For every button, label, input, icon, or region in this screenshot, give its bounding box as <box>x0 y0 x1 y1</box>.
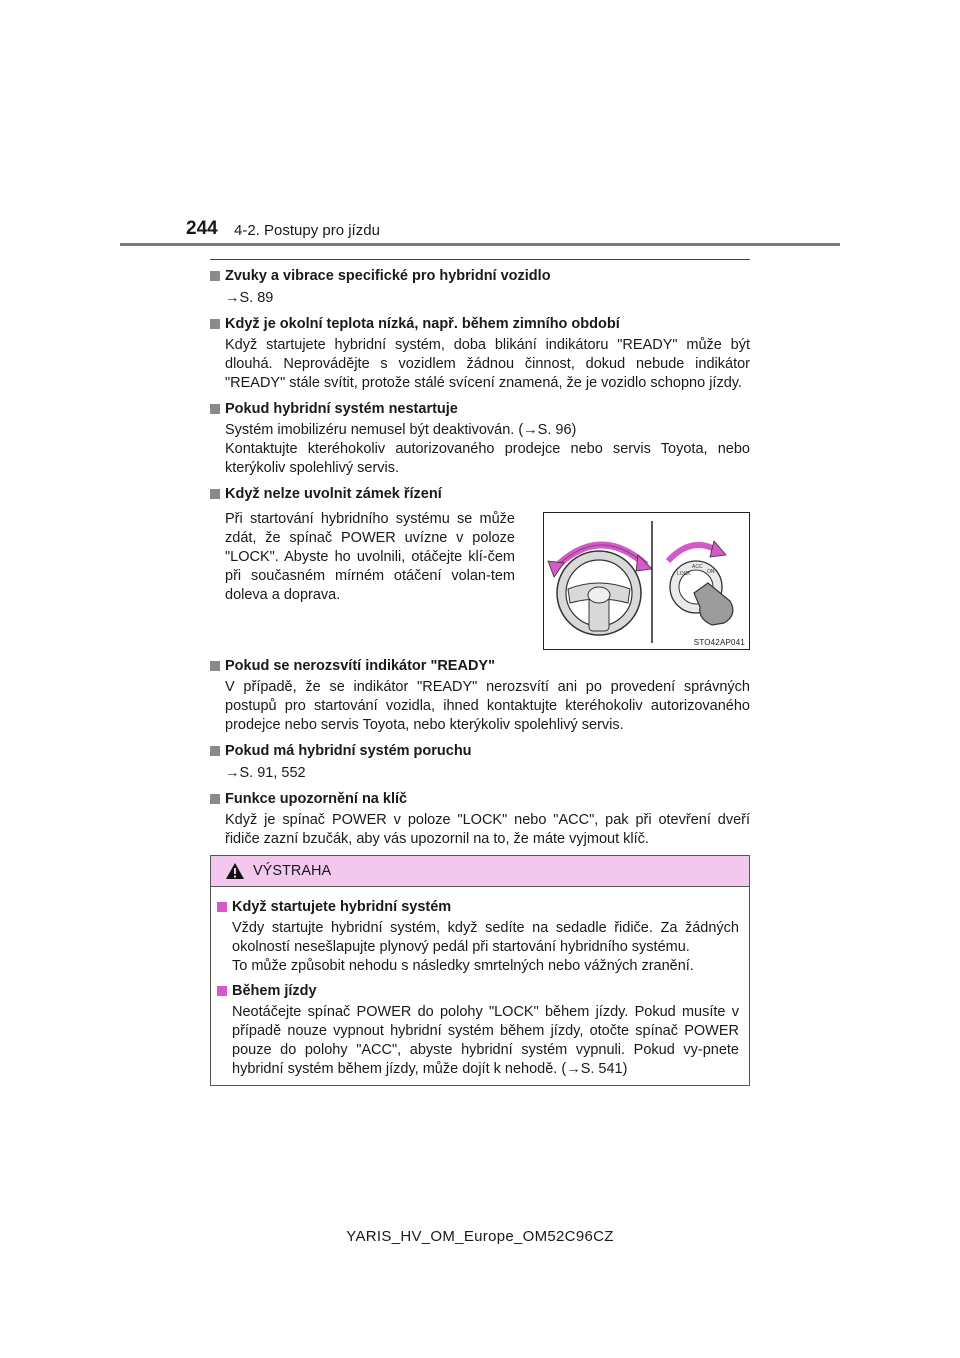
item-heading: Pokud se nerozsvítí indikátor "READY" <box>210 656 750 676</box>
item-body: Když je spínač POWER v poloze "LOCK" nebo "ACC", pak při otevření dveří řidiče zazní bzučák, aby vás upozornil na to, že máte vyjmout klíč. <box>225 812 750 847</box>
item-body: Při startování hybridního systému se může zdát, že spínač POWER uvízne v poloze "LOCK". Abyste ho uvolnili, otáčejte klí-čem při současném mírném otáčení volan-tem doleva a doprava. <box>225 511 515 603</box>
item-body <box>210 421 750 478</box>
warning-item-body: Neotáčejte spínač POWER do polohy "LOCK" během jízdy. Pokud musíte v případě nouze vypnout hybridní systém během jízdy, otočte spínač POWER pouze do polohy "ACC", abyste hybridní systém vypnuli. Pokud vy-pnete hybridní systém během jízdy, může dojít k nehodě. (→S. 541) <box>232 1004 739 1077</box>
list-item <box>210 789 750 849</box>
figure-code: STO42AP041 <box>693 638 745 647</box>
warning-item-body <box>217 919 739 976</box>
warning-title: VÝSTRAHA <box>253 863 332 879</box>
item-heading: Pokud hybridní systém nestartuje <box>210 399 750 419</box>
svg-text:ACC: ACC <box>692 564 703 570</box>
item-body: Když startujete hybridní systém, doba blikání indikátoru "READY" může být dlouhá. Neprovádějte s vozidlem žádnou činnost, dokud nebude indikátor "READY" stále svítit, protože stálé svícení znamená, že je vozidlo schopno jízdy. <box>225 337 750 391</box>
item-heading: Zvuky a vibrace specifické pro hybridní vozidlo <box>210 266 750 286</box>
item-body: V případě, že se indikátor "READY" nerozsvítí ani po provedení správných postupů pro startování vozidla, ihned kontaktujte kteréhokoliv autorizovaného prodejce nebo servis Toyota, nebo kterýkoliv spolehlivý servis. <box>225 679 750 733</box>
warning-box <box>210 855 750 1086</box>
list-item <box>210 484 750 650</box>
item-heading: Když je okolní teplota nízká, např. během zimního období <box>210 314 750 334</box>
main-content <box>210 266 750 855</box>
page-number: 244 <box>186 218 218 239</box>
item-body-line: Systém imobilizéru nemusel být deaktivován. (→S. 96) <box>225 422 577 438</box>
warning-triangle-icon <box>225 862 245 880</box>
svg-text:LOCK: LOCK <box>677 571 691 577</box>
list-item <box>210 741 750 783</box>
list-item <box>210 656 750 735</box>
warning-item-heading: Když startujete hybridní systém <box>217 897 739 917</box>
item-heading: Když nelze uvolnit zámek řízení <box>210 484 750 504</box>
item-heading: Pokud má hybridní systém poruchu <box>210 741 750 761</box>
warning-item <box>217 981 739 1079</box>
warning-body <box>211 887 749 1079</box>
steering-key-icon <box>544 513 751 651</box>
list-item <box>210 399 750 478</box>
warning-item-heading: Během jízdy <box>217 981 739 1001</box>
page-reference: →S. 91, 552 <box>225 765 306 781</box>
content-rule <box>210 259 750 260</box>
warning-body-line: To může způsobit nehodu s následky smrtelných nebo vážných zranění. <box>232 958 694 974</box>
warning-header <box>211 856 749 887</box>
list-item <box>210 266 750 308</box>
list-item <box>210 314 750 393</box>
svg-text:ON: ON <box>707 569 715 575</box>
section-title: 4-2. Postupy pro jízdu <box>234 222 380 239</box>
item-body-line: Kontaktujte kteréhokoliv autorizovaného prodejce nebo servis Toyota, nebo kterýkoliv spolehlivý servis. <box>225 441 750 476</box>
text-with-figure <box>210 510 750 650</box>
warning-body-line: Vždy startujte hybridní systém, když sedíte na sedadle řidiče. Za žádných okolností nesešlapujte plynový pedál při startování hybridního systému. <box>232 920 739 955</box>
page-reference: →S. 89 <box>225 290 274 306</box>
item-heading: Funkce upozornění na klíč <box>210 789 750 809</box>
header-rule <box>120 243 840 246</box>
steering-lock-illustration <box>543 512 750 650</box>
footer-code: YARIS_HV_OM_Europe_OM52C96CZ <box>346 1228 614 1245</box>
warning-item <box>217 897 739 976</box>
